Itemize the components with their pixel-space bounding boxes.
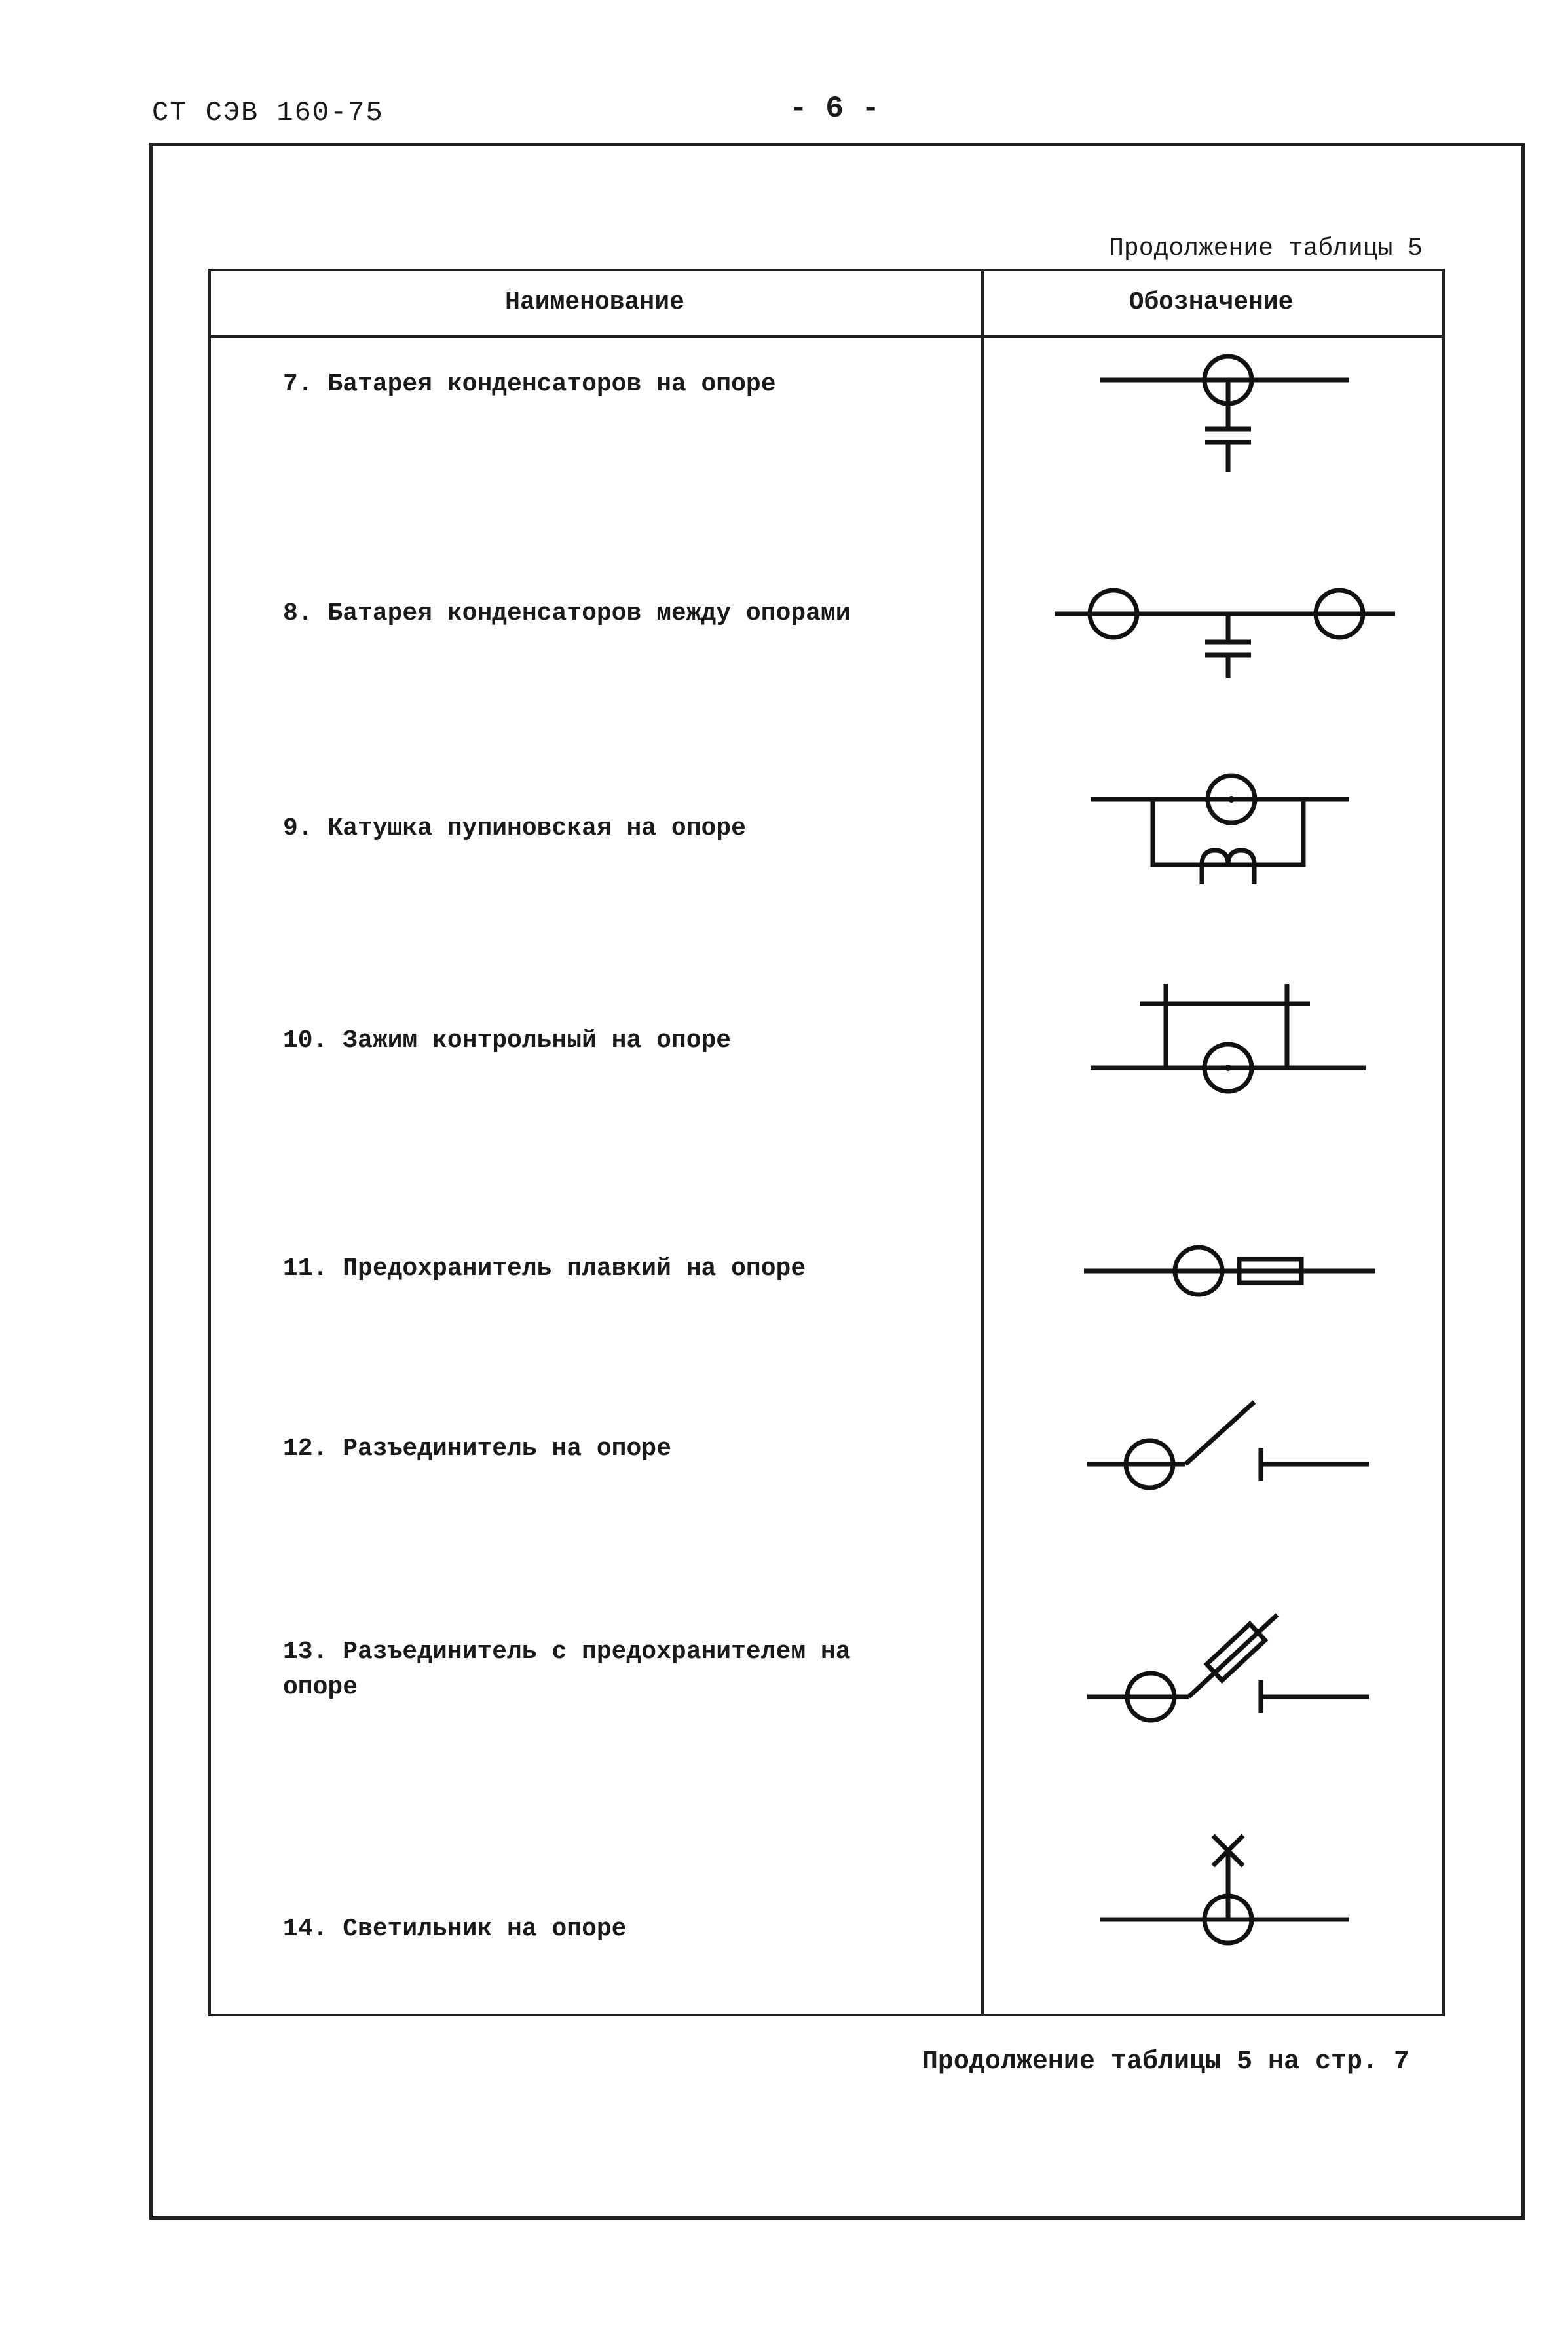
page-number: - 6 - xyxy=(789,92,880,126)
table-row-name: 7. Батарея конденсаторов на опоре xyxy=(283,370,776,398)
table-row-name: 11. Предохранитель плавкий на опоре xyxy=(283,1255,806,1283)
control-clamp-on-pole-symbol xyxy=(1022,970,1415,1127)
table-row-name: 8. Батарея конденсаторов между опорами xyxy=(283,599,851,628)
column-header-symbol: Обозначение xyxy=(1129,288,1294,316)
column-divider xyxy=(981,269,984,2014)
table-continuation-label: Продолжение таблицы 5 xyxy=(1109,235,1423,263)
table-row-name: 9. Катушка пупиновская на опоре xyxy=(283,814,746,842)
document-code: СТ СЭВ 160-75 xyxy=(152,97,384,128)
capacitor-bank-between-poles-symbol xyxy=(1022,580,1415,737)
header-divider xyxy=(208,335,1445,338)
table-row-name: 10. Зажим контрольный на опоре xyxy=(283,1027,732,1055)
capacitor-bank-on-pole-symbol xyxy=(1022,354,1415,511)
table-row-name: 12. Разъединитель на опоре xyxy=(283,1435,671,1463)
column-header-name: Наименование xyxy=(505,288,684,316)
table-row-name: 14. Светильник на опоре xyxy=(283,1915,627,1943)
pupin-coil-on-pole-symbol xyxy=(1022,766,1415,924)
disconnector-on-pole-symbol xyxy=(1022,1382,1415,1540)
fuse-on-pole-symbol xyxy=(1022,1199,1415,1356)
lamp-on-pole-symbol xyxy=(1022,1834,1415,1992)
table-continuation-note: Продолжение таблицы 5 на стр. 7 xyxy=(922,2047,1409,2077)
fused-disconnector-on-pole-symbol xyxy=(1022,1605,1415,1762)
table-row-name: 13. Разъединитель с предохранителем на опоре xyxy=(283,1638,851,1701)
